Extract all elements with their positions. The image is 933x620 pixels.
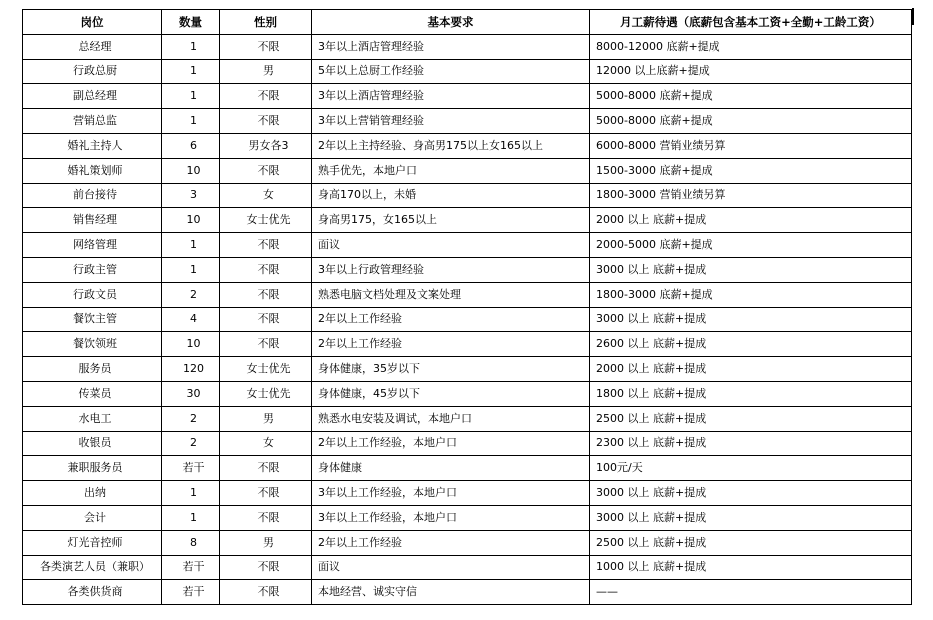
cell-gender: 男 [220,530,312,555]
cell-salary: 6000-8000 营销业绩另算 [590,133,912,158]
cell-salary: 3000 以上 底薪+提成 [590,481,912,506]
header-gender: 性别 [220,10,312,35]
table-row [23,505,912,530]
cell-gender: 不限 [220,505,312,530]
text-cursor [912,8,914,25]
cell-gender: 男 [220,406,312,431]
cell-position: 行政主管 [23,257,162,282]
cell-count: 4 [162,307,220,332]
cell-position: 会计 [23,505,162,530]
cell-requirements: 2年以上工作经验 [312,530,590,555]
cell-requirements: 面议 [312,233,590,258]
cell-gender: 不限 [220,34,312,59]
cell-position: 收银员 [23,431,162,456]
header-requirements: 基本要求 [312,10,590,35]
header-salary: 月工薪待遇（底薪包含基本工资+全勤+工龄工资） [590,10,912,35]
cell-salary: 100元/天 [590,456,912,481]
cell-gender: 不限 [220,555,312,580]
table-row [23,555,912,580]
cell-salary: 5000-8000 底薪+提成 [590,84,912,109]
cell-position: 婚礼策划师 [23,158,162,183]
table-row [23,84,912,109]
table-row [23,109,912,134]
cell-position: 网络管理 [23,233,162,258]
cell-requirements: 3年以上工作经验，本地户口 [312,481,590,506]
cell-count: 10 [162,208,220,233]
cell-requirements: 熟手优先，本地户口 [312,158,590,183]
cell-position: 水电工 [23,406,162,431]
cell-count: 1 [162,109,220,134]
table-row [23,481,912,506]
job-table [22,9,912,605]
cell-salary: 1800-3000 营销业绩另算 [590,183,912,208]
table-row [23,34,912,59]
cell-gender: 不限 [220,332,312,357]
cell-count: 8 [162,530,220,555]
cell-salary: 1800 以上 底薪+提成 [590,381,912,406]
cell-position: 婚礼主持人 [23,133,162,158]
cell-requirements: 面议 [312,555,590,580]
cell-gender: 女 [220,183,312,208]
table-row [23,233,912,258]
cell-gender: 女士优先 [220,208,312,233]
cell-count: 若干 [162,456,220,481]
cell-count: 10 [162,332,220,357]
table-row [23,158,912,183]
cell-count: 1 [162,84,220,109]
cell-position: 前台接待 [23,183,162,208]
cell-gender: 男女各3 [220,133,312,158]
cell-position: 灯光音控师 [23,530,162,555]
table-row [23,431,912,456]
table-row [23,183,912,208]
table-row [23,59,912,84]
cell-count: 1 [162,481,220,506]
cell-requirements: 熟悉水电安装及调试，本地户口 [312,406,590,431]
cell-position: 服务员 [23,357,162,382]
cell-requirements: 3年以上行政管理经验 [312,257,590,282]
cell-position: 传菜员 [23,381,162,406]
cell-salary: 2000 以上 底薪+提成 [590,357,912,382]
cell-requirements: 3年以上酒店管理经验 [312,34,590,59]
cell-gender: 女士优先 [220,357,312,382]
cell-position: 各类演艺人员（兼职） [23,555,162,580]
table-row [23,530,912,555]
cell-count: 1 [162,505,220,530]
cell-position: 营销总监 [23,109,162,134]
cell-gender: 不限 [220,257,312,282]
table-row [23,282,912,307]
cell-position: 销售经理 [23,208,162,233]
cell-requirements: 2年以上工作经验 [312,332,590,357]
cell-requirements: 身高170以上，未婚 [312,183,590,208]
cell-position: 出纳 [23,481,162,506]
cell-count: 3 [162,183,220,208]
cell-gender: 女士优先 [220,381,312,406]
table-row [23,357,912,382]
cell-gender: 不限 [220,307,312,332]
cell-requirements: 身体健康，45岁以下 [312,381,590,406]
table-row [23,133,912,158]
cell-requirements: 2年以上主持经验、身高男175以上女165以上 [312,133,590,158]
cell-count: 120 [162,357,220,382]
cell-gender: 不限 [220,109,312,134]
cell-requirements: 熟悉电脑文档处理及文案处理 [312,282,590,307]
table-header-row [23,10,912,35]
cell-salary: 2000 以上 底薪+提成 [590,208,912,233]
cell-count: 6 [162,133,220,158]
cell-position: 餐饮领班 [23,332,162,357]
cell-position: 各类供货商 [23,580,162,605]
cell-position: 餐饮主管 [23,307,162,332]
cell-position: 总经理 [23,34,162,59]
cell-requirements: 本地经营、诚实守信 [312,580,590,605]
cell-gender: 不限 [220,84,312,109]
cell-requirements: 5年以上总厨工作经验 [312,59,590,84]
cell-count: 1 [162,34,220,59]
cell-requirements: 身高男175，女165以上 [312,208,590,233]
cell-count: 30 [162,381,220,406]
cell-salary: 1500-3000 底薪+提成 [590,158,912,183]
table-row [23,381,912,406]
cell-salary: 3000 以上 底薪+提成 [590,505,912,530]
cell-salary: 2000-5000 底薪+提成 [590,233,912,258]
cell-gender: 不限 [220,233,312,258]
cell-gender: 男 [220,59,312,84]
cell-salary: 3000 以上 底薪+提成 [590,257,912,282]
cell-requirements: 身体健康，35岁以下 [312,357,590,382]
cell-salary: —— [590,580,912,605]
table-row [23,580,912,605]
cell-gender: 不限 [220,158,312,183]
cell-salary: 2500 以上 底薪+提成 [590,406,912,431]
cell-count: 1 [162,233,220,258]
cell-requirements: 2年以上工作经验，本地户口 [312,431,590,456]
cell-salary: 2500 以上 底薪+提成 [590,530,912,555]
cell-gender: 不限 [220,282,312,307]
cell-count: 2 [162,282,220,307]
cell-count: 若干 [162,555,220,580]
table-row [23,307,912,332]
cell-requirements: 身体健康 [312,456,590,481]
cell-count: 2 [162,431,220,456]
cell-salary: 8000-12000 底薪+提成 [590,34,912,59]
cell-position: 兼职服务员 [23,456,162,481]
cell-count: 2 [162,406,220,431]
cell-salary: 12000 以上底薪+提成 [590,59,912,84]
cell-count: 1 [162,257,220,282]
table-row [23,332,912,357]
table-body [23,34,912,604]
cell-salary: 5000-8000 底薪+提成 [590,109,912,134]
cell-requirements: 3年以上营销管理经验 [312,109,590,134]
cell-salary: 1000 以上 底薪+提成 [590,555,912,580]
header-position: 岗位 [23,10,162,35]
table-row [23,406,912,431]
cell-requirements: 2年以上工作经验 [312,307,590,332]
cell-count: 1 [162,59,220,84]
table-row [23,257,912,282]
cell-salary: 2300 以上 底薪+提成 [590,431,912,456]
cell-count: 10 [162,158,220,183]
cell-count: 若干 [162,580,220,605]
header-count: 数量 [162,10,220,35]
cell-gender: 不限 [220,456,312,481]
cell-requirements: 3年以上工作经验，本地户口 [312,505,590,530]
cell-position: 副总经理 [23,84,162,109]
cell-gender: 不限 [220,580,312,605]
table-row [23,208,912,233]
cell-gender: 女 [220,431,312,456]
cell-salary: 3000 以上 底薪+提成 [590,307,912,332]
cell-salary: 1800-3000 底薪+提成 [590,282,912,307]
cell-salary: 2600 以上 底薪+提成 [590,332,912,357]
table-row [23,456,912,481]
cell-position: 行政总厨 [23,59,162,84]
cell-gender: 不限 [220,481,312,506]
cell-position: 行政文员 [23,282,162,307]
cell-requirements: 3年以上酒店管理经验 [312,84,590,109]
